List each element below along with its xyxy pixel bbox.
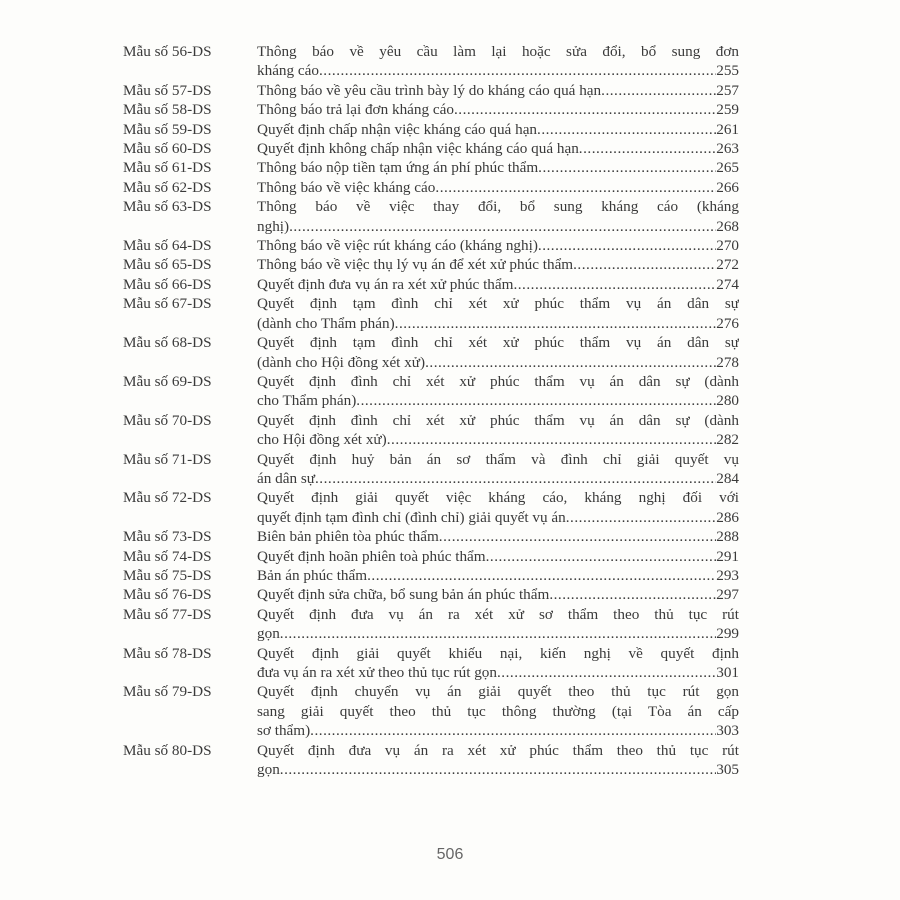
title-line: Quyết định huỷ bản án sơ thẩm và đình chỉ giải quyết vụ <box>257 450 739 468</box>
page-ref: 291 <box>716 547 739 565</box>
dot-leader <box>439 527 716 546</box>
entry-title <box>257 566 739 585</box>
page-ref: 293 <box>716 566 739 584</box>
page-ref: 297 <box>716 586 739 604</box>
title-line: Biên bản phiên tòa phúc thẩm <box>257 528 439 546</box>
form-code: Mẫu số 65-DS <box>123 256 212 274</box>
page-ref: 284 <box>716 469 739 487</box>
dot-leader <box>538 236 716 255</box>
dot-leader <box>601 81 716 100</box>
title-line: Quyết định giải quyết khiếu nại, kiến nghị về quyết định <box>257 644 739 662</box>
dot-leader <box>513 275 716 294</box>
form-code: Mẫu số 79-DS <box>123 683 212 701</box>
dot-leader <box>454 100 716 119</box>
form-code: Mẫu số 68-DS <box>123 334 212 352</box>
toc-entry <box>123 682 739 740</box>
dot-leader <box>289 217 716 236</box>
dot-leader <box>579 139 716 158</box>
page-ref: 305 <box>716 761 739 779</box>
entry-title <box>257 527 739 546</box>
page-ref: 263 <box>716 140 739 158</box>
form-code: Mẫu số 72-DS <box>123 489 212 507</box>
dot-leader <box>280 624 716 643</box>
title-line: Thông báo về việc thay đổi, bổ sung kháng cáo (kháng <box>257 198 739 216</box>
dot-leader <box>395 314 717 333</box>
entry-title <box>257 100 739 119</box>
title-line: Thông báo về yêu cầu trình bày lý do kháng cáo quá hạn <box>257 81 602 99</box>
dot-leader <box>425 353 716 372</box>
page-ref: 265 <box>716 159 739 177</box>
title-line: Bản án phúc thẩm <box>257 566 368 584</box>
dot-leader <box>310 721 716 740</box>
title-line: Quyết định đình chỉ xét xử phúc thẩm vụ án dân sự (dành <box>257 372 739 390</box>
title-line: Quyết định hoãn phiên toà phúc thẩm <box>257 547 486 565</box>
toc-entry <box>123 42 739 81</box>
title-line: Quyết định không chấp nhận việc kháng cáo quá hạn <box>257 140 579 158</box>
entry-title <box>257 644 739 683</box>
page-ref: 266 <box>716 178 739 196</box>
title-line: kháng cáo <box>257 62 319 80</box>
page-ref: 270 <box>716 237 739 255</box>
entry-title <box>257 294 739 333</box>
dot-leader <box>566 508 716 527</box>
toc-entry <box>123 488 739 527</box>
toc-entry <box>123 605 739 644</box>
form-code: Mẫu số 66-DS <box>123 275 212 293</box>
title-line: Quyết định giải quyết việc kháng cáo, kháng nghị đối với <box>257 489 739 507</box>
dot-leader <box>549 585 716 604</box>
title-line: Quyết định tạm đình chỉ xét xử phúc thẩm vụ án dân sự <box>257 295 739 313</box>
page-ref: 259 <box>716 101 739 119</box>
title-line: án dân sự <box>257 469 315 487</box>
entry-title <box>257 139 739 158</box>
entry-title <box>257 411 739 450</box>
title-line: Thông báo về việc kháng cáo <box>257 178 436 196</box>
title-line: Quyết định tạm đình chỉ xét xử phúc thẩm vụ án dân sự <box>257 334 739 352</box>
dot-leader <box>367 566 716 585</box>
toc-entry <box>123 255 739 274</box>
page-ref: 257 <box>716 81 739 99</box>
page-ref: 299 <box>716 625 739 643</box>
entry-title <box>257 741 739 780</box>
title-line: cho Hội đồng xét xử) <box>257 431 387 449</box>
toc-entry <box>123 294 739 333</box>
entry-title <box>257 682 739 740</box>
entry-title <box>257 605 739 644</box>
form-code: Mẫu số 58-DS <box>123 101 212 119</box>
form-code: Mẫu số 80-DS <box>123 741 212 759</box>
title-line: gọn <box>257 625 280 643</box>
entry-title <box>257 255 739 274</box>
form-code: Mẫu số 64-DS <box>123 237 212 255</box>
toc-entry <box>123 372 739 411</box>
title-line: nghị) <box>257 217 290 235</box>
title-line: Thông báo về yêu cầu làm lại hoặc sửa đổi, bổ sung đơn <box>257 43 739 60</box>
title-line: (dành cho Thẩm phán) <box>257 314 395 332</box>
title-line: sơ thẩm) <box>257 722 311 740</box>
form-code: Mẫu số 76-DS <box>123 586 212 604</box>
dot-leader <box>387 430 717 449</box>
form-code: Mẫu số 74-DS <box>123 547 212 565</box>
title-line: cho Thẩm phán) <box>257 392 357 410</box>
title-line: Thông báo về việc rút kháng cáo (kháng nghị) <box>257 237 538 255</box>
toc-entry <box>123 741 739 780</box>
entry-title <box>257 372 739 411</box>
form-code: Mẫu số 70-DS <box>123 411 212 429</box>
title-line: Quyết định đưa vụ án ra xét xử sơ thẩm theo thủ tục rút <box>257 605 739 623</box>
toc-entry <box>123 139 739 158</box>
page-ref: 268 <box>716 217 739 235</box>
toc-entry <box>123 120 739 139</box>
form-code: Mẫu số 56-DS <box>123 43 212 60</box>
page-ref: 255 <box>716 62 739 80</box>
entry-title <box>257 158 739 177</box>
entry-title <box>257 488 739 527</box>
form-code: Mẫu số 61-DS <box>123 159 212 177</box>
form-code: Mẫu số 75-DS <box>123 566 212 584</box>
form-code: Mẫu số 77-DS <box>123 605 212 623</box>
dot-leader <box>538 158 716 177</box>
page-ref: 280 <box>716 392 739 410</box>
page-ref: 261 <box>716 120 739 138</box>
page-ref: 272 <box>716 256 739 274</box>
entry-title <box>257 178 739 197</box>
toc-entry <box>123 644 739 683</box>
form-code: Mẫu số 60-DS <box>123 140 212 158</box>
page-ref: 274 <box>716 275 739 293</box>
page-ref: 278 <box>716 353 739 371</box>
toc-entry <box>123 450 739 489</box>
title-line: Quyết định chấp nhận việc kháng cáo quá hạn <box>257 120 538 138</box>
dot-leader <box>280 760 716 779</box>
toc-entry <box>123 197 739 236</box>
table-of-contents <box>123 42 739 779</box>
toc-entry <box>123 81 739 100</box>
toc-entry <box>123 333 739 372</box>
dot-leader <box>356 391 716 410</box>
title-line: Quyết định đình chỉ xét xử phúc thẩm vụ án dân sự (dành <box>257 411 739 429</box>
page-ref: 286 <box>716 508 739 526</box>
entry-title <box>257 585 739 604</box>
dot-leader <box>315 469 716 488</box>
entry-title <box>257 42 739 81</box>
form-code: Mẫu số 73-DS <box>123 528 212 546</box>
entry-title <box>257 81 739 100</box>
toc-entry <box>123 178 739 197</box>
form-code: Mẫu số 57-DS <box>123 81 212 99</box>
entry-title <box>257 450 739 489</box>
dot-leader <box>537 120 716 139</box>
dot-leader <box>319 61 716 80</box>
title-line: Quyết định sửa chữa, bổ sung bản án phúc thẩm <box>257 586 550 604</box>
title-line: quyết định tạm đình chỉ (đình chỉ) giải quyết vụ án <box>257 508 566 526</box>
form-code: Mẫu số 63-DS <box>123 198 212 216</box>
toc-entry <box>123 411 739 450</box>
title-line: đưa vụ án ra xét xử theo thủ tục rút gọn <box>257 664 497 681</box>
toc-entry <box>123 566 739 585</box>
dot-leader <box>486 547 717 566</box>
title-line: Thông báo trả lại đơn kháng cáo <box>257 101 454 119</box>
dot-leader <box>573 255 716 274</box>
entry-title <box>257 275 739 294</box>
form-code: Mẫu số 69-DS <box>123 372 212 390</box>
toc-entry <box>123 158 739 177</box>
title-line: sang giải quyết theo thủ tục thông thường (tại Tòa án cấp <box>257 702 739 720</box>
toc-entry <box>123 547 739 566</box>
page-ref: 288 <box>716 528 739 546</box>
form-code: Mẫu số 71-DS <box>123 450 212 468</box>
toc-entry <box>123 236 739 255</box>
title-line: Thông báo nộp tiền tạm ứng án phí phúc thẩm <box>257 159 539 177</box>
form-code: Mẫu số 62-DS <box>123 178 212 196</box>
title-line: Quyết định đưa vụ án ra xét xử phúc thẩm <box>257 275 514 293</box>
form-code: Mẫu số 59-DS <box>123 120 212 138</box>
form-code: Mẫu số 78-DS <box>123 644 212 662</box>
dot-leader <box>497 663 716 682</box>
title-line: gọn <box>257 761 280 779</box>
page-ref: 303 <box>716 722 739 740</box>
toc-entry <box>123 275 739 294</box>
dot-leader <box>435 178 716 197</box>
page-ref: 301 <box>716 664 739 681</box>
entry-title <box>257 333 739 372</box>
form-code: Mẫu số 67-DS <box>123 295 212 313</box>
page-ref: 276 <box>716 314 739 332</box>
entry-title <box>257 197 739 236</box>
title-line: (dành cho Hội đồng xét xử) <box>257 353 426 371</box>
toc-entry <box>123 100 739 119</box>
title-line: Quyết định đưa vụ án ra xét xử phúc thẩm theo thủ tục rút <box>257 741 739 759</box>
title-line: Thông báo về việc thụ lý vụ án để xét xử phúc thẩm <box>257 256 574 274</box>
entry-title <box>257 120 739 139</box>
entry-title <box>257 236 739 255</box>
title-line: Quyết định chuyển vụ án giải quyết theo thủ tục rút gọn <box>257 683 739 701</box>
toc-entry <box>123 527 739 546</box>
page-number: 506 <box>436 846 464 863</box>
page-ref: 282 <box>716 431 739 449</box>
toc-entry <box>123 585 739 604</box>
entry-title <box>257 547 739 566</box>
